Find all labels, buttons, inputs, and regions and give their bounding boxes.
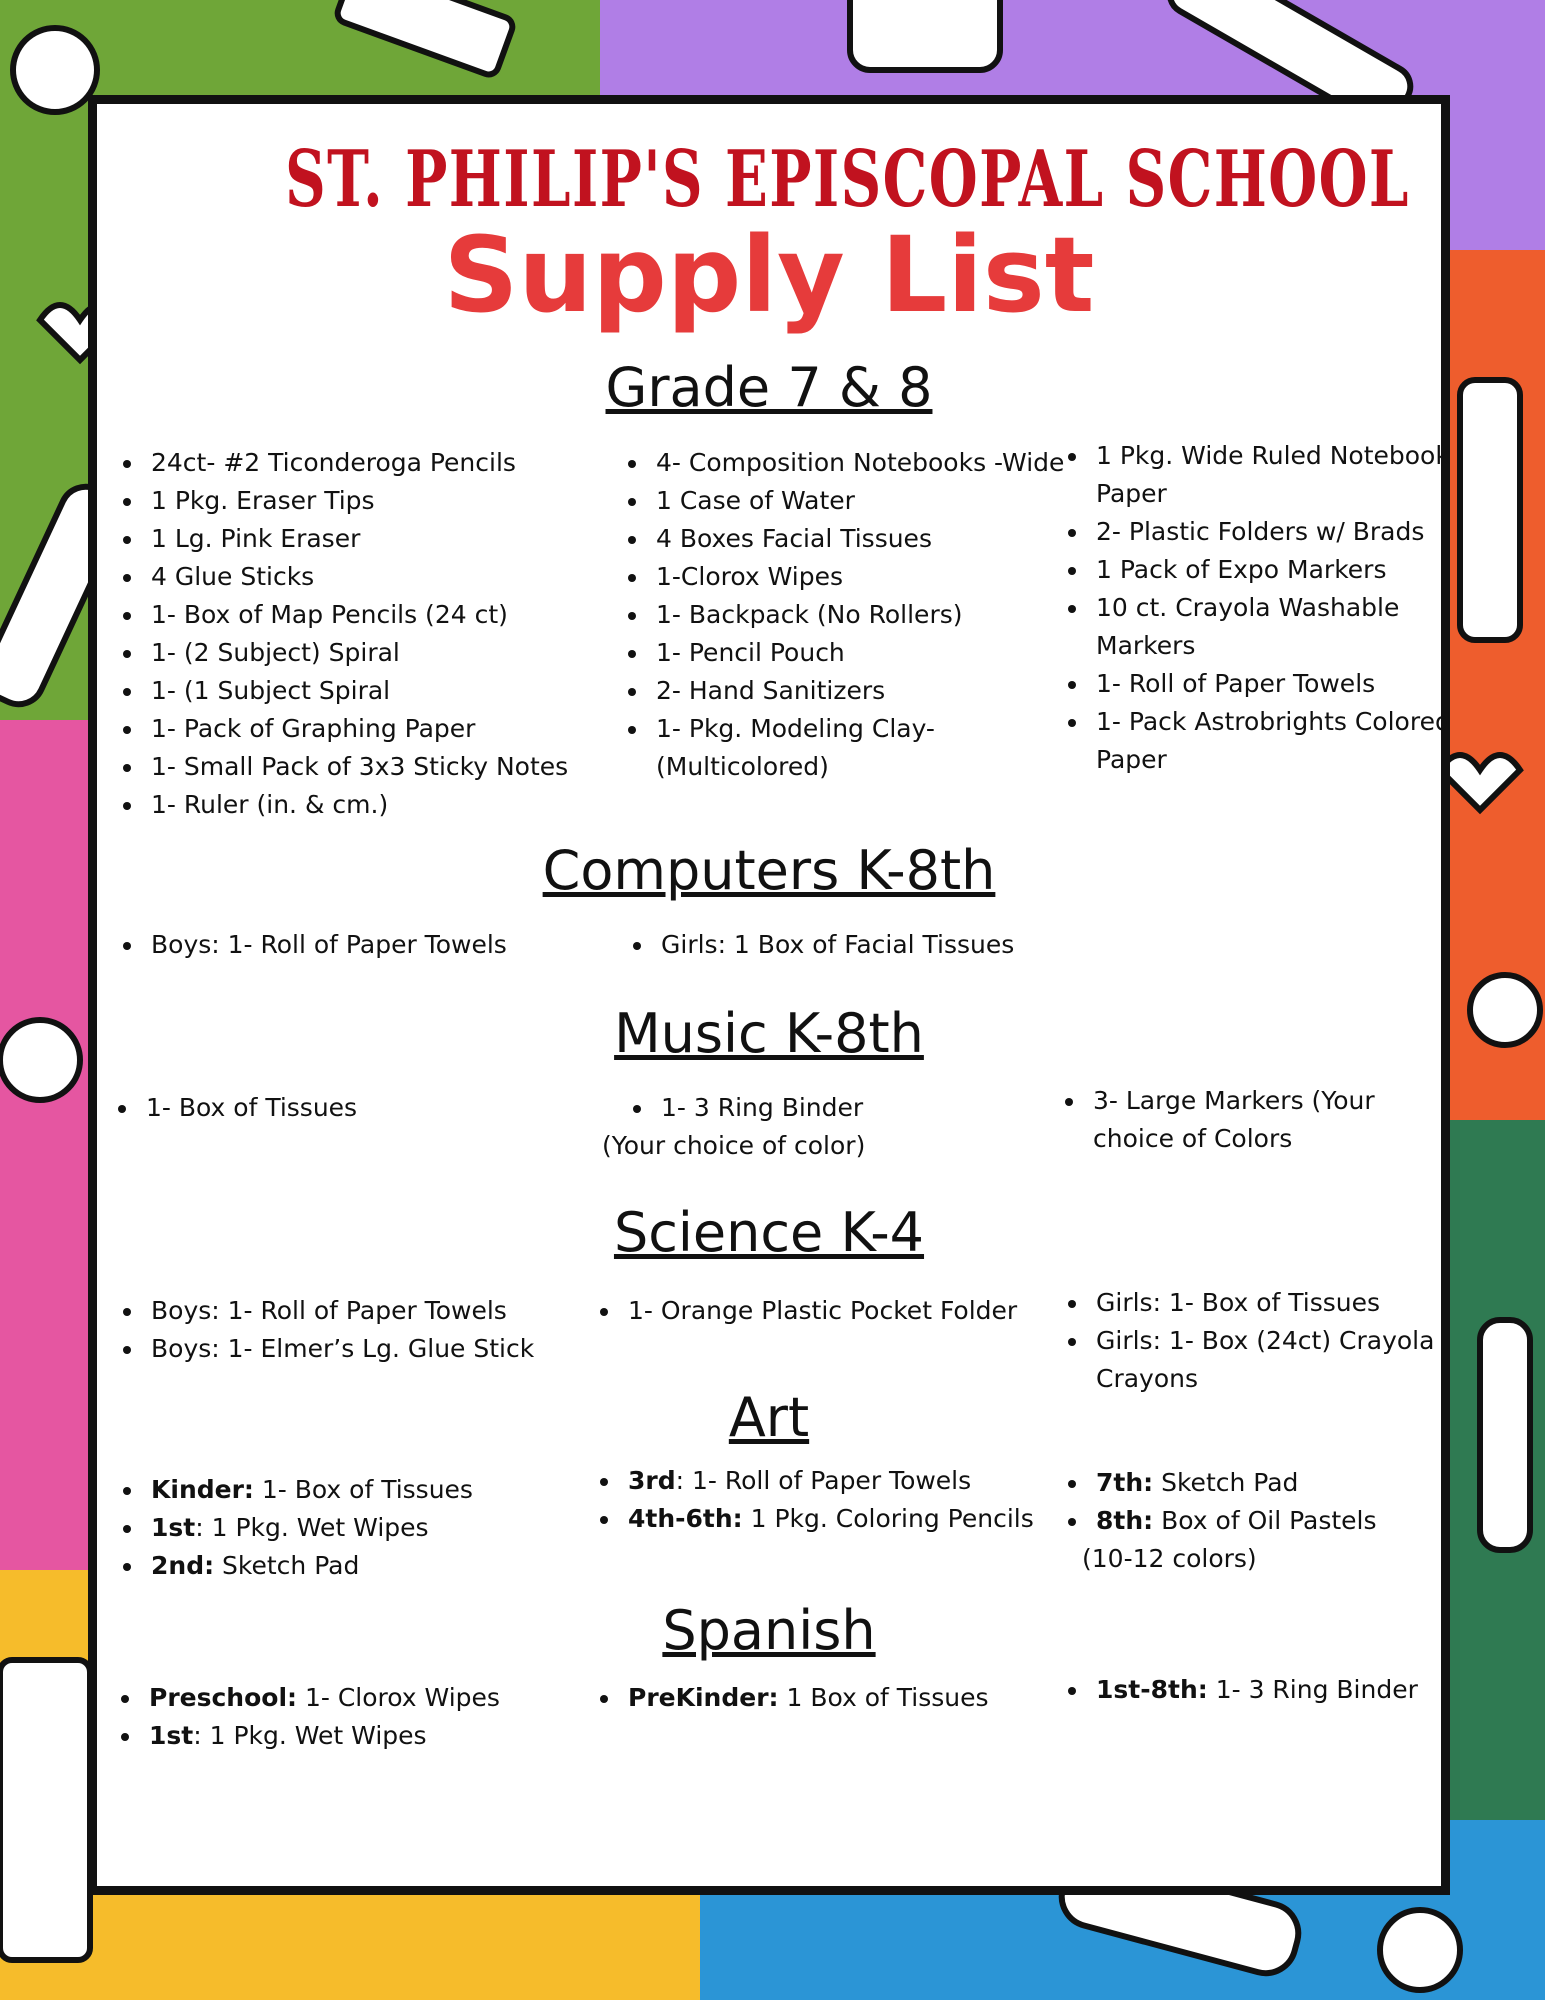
science-list-col2 [594, 1292, 1062, 1330]
list-item: • 1- Pencil Pouch [650, 634, 1080, 672]
list-item: • 4 Glue Sticks [145, 558, 615, 596]
art-heading: Art [728, 1386, 810, 1449]
list-item [143, 1679, 583, 1717]
grade-label: 8th: [1096, 1506, 1154, 1535]
science-list-col3 [1062, 1284, 1460, 1398]
item-text: Sketch Pad [214, 1551, 360, 1580]
page-title: Supply List [443, 214, 1095, 336]
item-text: 1- Clorox Wipes [297, 1683, 500, 1712]
supply-list-card [88, 95, 1450, 1895]
spiral-notebook-icon [0, 1660, 90, 1960]
list-item: • 1- Roll of Paper Towels [1090, 665, 1460, 703]
list-item [145, 1509, 575, 1547]
music-list-col1 [112, 1089, 600, 1127]
item-text: 1- 3 Ring Binder [1207, 1675, 1418, 1704]
list-item: • Boys: 1- Roll of Paper Towels [145, 1292, 585, 1330]
art-list-col3 [1062, 1464, 1460, 1540]
spanish-list-col3 [1062, 1671, 1460, 1709]
spanish-list-col2 [594, 1679, 1062, 1717]
list-item: • Girls: 1 Box of Facial Tissues [655, 926, 1085, 964]
list-item: • 1 Pkg. Wide Ruled Notebook Paper [1090, 437, 1460, 513]
list-item: • 1 Pkg. Eraser Tips [145, 482, 615, 520]
item-text: : 1 Pkg. Wet Wipes [195, 1513, 429, 1542]
apple-icon [1470, 975, 1540, 1045]
grade-label: PreKinder: [628, 1683, 779, 1712]
ruler-icon [335, 0, 515, 77]
school-name: ST. PHILIP'S EPISCOPAL SCHOOL [285, 134, 1410, 225]
grade-7-8-list-col2 [622, 444, 1080, 786]
sharpener-icon [850, 0, 1000, 70]
item-text: 1 Pkg. Coloring Pencils [742, 1504, 1034, 1533]
item-text: 1- Box of Tissues [253, 1475, 473, 1504]
music-binder-note: (Your choice of color) [602, 1131, 866, 1160]
list-item: • 1- 3 Ring Binder [655, 1089, 1035, 1127]
list-item: • 1- Box of Tissues [140, 1089, 600, 1127]
item-text: Box of Oil Pastels [1153, 1506, 1377, 1535]
list-item: • 1- (1 Subject Spiral [145, 672, 615, 710]
grade-label: Kinder: [151, 1475, 254, 1504]
list-item: • 1- Ruler (in. & cm.) [145, 786, 615, 824]
list-item: • Girls: 1- Box of Tissues [1090, 1284, 1460, 1322]
grade-7-8-heading: Grade 7 & 8 [605, 356, 933, 419]
grade-7-8-list-col3 [1062, 437, 1460, 779]
list-item: • 3- Large Markers (Your choice of Colors [1087, 1082, 1417, 1158]
art-list-col2 [594, 1462, 1062, 1538]
list-item [1090, 1502, 1460, 1540]
list-item [622, 1679, 1062, 1717]
grade-label: 2nd: [151, 1551, 215, 1580]
smiley-icon [13, 28, 97, 112]
art-oil-pastels-note: (10-12 colors) [1082, 1544, 1257, 1573]
list-item: • 1- Orange Plastic Pocket Folder [622, 1292, 1062, 1330]
list-item [145, 1547, 575, 1585]
science-heading: Science K-4 [613, 1201, 925, 1264]
list-item: • 2- Hand Sanitizers [650, 672, 1080, 710]
list-item [1090, 1671, 1460, 1709]
scissors-icon [0, 1020, 80, 1100]
list-item: • 1 Case of Water [650, 482, 1080, 520]
list-item: • 2- Plastic Folders w/ Brads [1090, 513, 1460, 551]
music-heading: Music K-8th [614, 1002, 924, 1065]
list-item: • 24ct- #2 Ticonderoga Pencils [145, 444, 615, 482]
list-item: • 4 Boxes Facial Tissues [650, 520, 1080, 558]
spanish-heading: Spanish [662, 1599, 876, 1662]
music-list-col2 [627, 1089, 1035, 1127]
list-item: • 4- Composition Notebooks -Wide [650, 444, 1080, 482]
list-item: • 1- Backpack (No Rollers) [650, 596, 1080, 634]
list-item: • 1- Box of Map Pencils (24 ct) [145, 596, 615, 634]
list-item [1090, 1464, 1460, 1502]
science-list-col1 [117, 1292, 585, 1368]
computers-list-col1 [117, 926, 615, 964]
list-item [622, 1462, 1062, 1500]
list-item: • Boys: 1- Roll of Paper Towels [145, 926, 615, 964]
grade-7-8-list-col1 [117, 444, 615, 824]
list-item: • 1-Clorox Wipes [650, 558, 1080, 596]
list-item: • 1- Pack of Graphing Paper [145, 710, 615, 748]
list-item: • 1- Pkg. Modeling Clay- (Multicolored) [650, 710, 1080, 786]
grade-label: 4th-6th: [628, 1504, 743, 1533]
grade-label: 1st-8th: [1096, 1675, 1208, 1704]
list-item: • Girls: 1- Box (24ct) Crayola Crayons [1090, 1322, 1460, 1398]
computers-list-col2 [627, 926, 1085, 964]
art-list-col1 [117, 1471, 575, 1585]
glue-icon [1480, 1320, 1530, 1550]
grade-label: 7th: [1096, 1468, 1154, 1497]
list-item: • 10 ct. Crayola Washable Markers [1090, 589, 1460, 665]
list-item: • 1 Lg. Pink Eraser [145, 520, 615, 558]
list-item [143, 1717, 583, 1755]
item-text: Sketch Pad [1153, 1468, 1299, 1497]
list-item: • 1- Small Pack of 3x3 Sticky Notes [145, 748, 615, 786]
spanish-list-col1 [115, 1679, 583, 1755]
list-item [622, 1500, 1062, 1538]
item-text: : 1- Roll of Paper Towels [675, 1466, 972, 1495]
list-item: • 1 Pack of Expo Markers [1090, 551, 1460, 589]
notebook-icon [1460, 380, 1520, 640]
music-list-col3 [1059, 1082, 1417, 1158]
smiley-icon-bottom [1380, 1910, 1460, 1990]
list-item: • Boys: 1- Elmer’s Lg. Glue Stick [145, 1330, 585, 1368]
item-text: : 1 Pkg. Wet Wipes [193, 1721, 427, 1750]
grade-label: Preschool: [149, 1683, 298, 1712]
list-item: • 1- Pack Astrobrights Colored Paper [1090, 703, 1460, 779]
grade-label: 3rd [628, 1466, 676, 1495]
item-text: 1 Box of Tissues [778, 1683, 989, 1712]
grade-label: 1st [151, 1513, 196, 1542]
computers-heading: Computers K-8th [542, 839, 996, 902]
grade-label: 1st [149, 1721, 194, 1750]
list-item: • 1- (2 Subject) Spiral [145, 634, 615, 672]
list-item [145, 1471, 575, 1509]
